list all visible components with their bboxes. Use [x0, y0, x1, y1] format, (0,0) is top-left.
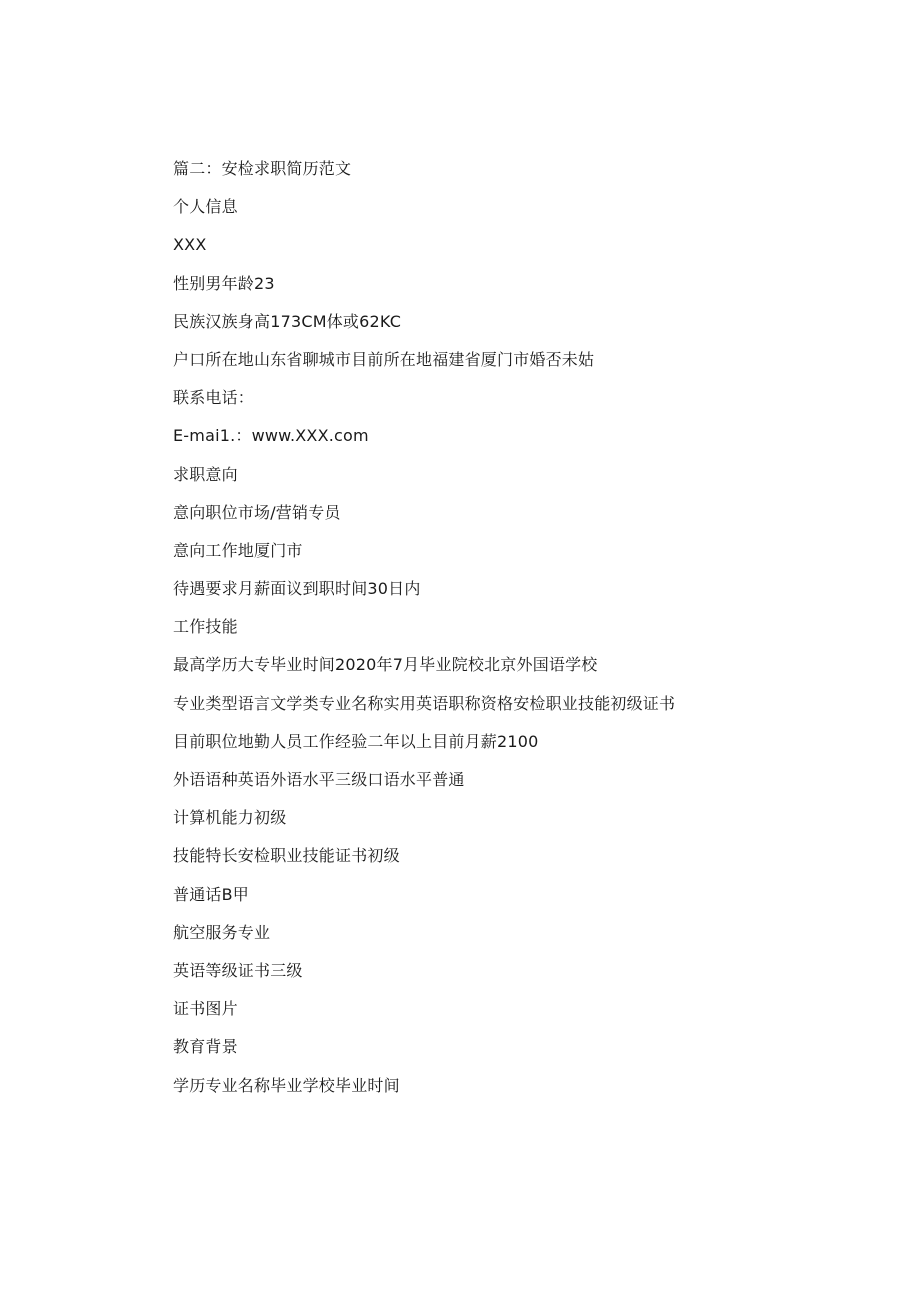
intended-position-line: 意向职位市场/营销专员 — [173, 502, 341, 522]
gender-age-line: 性别男年龄23 — [173, 273, 275, 293]
section-heading-work-skills: 工作技能 — [173, 617, 238, 637]
education-summary-line: 最高学历大专毕业时间2020年7月毕业院校北京外国语学校 — [173, 655, 598, 675]
document-title: 篇二：安检求职简历范文 — [173, 159, 352, 178]
section-heading-job-intention: 求职意向 — [173, 464, 238, 484]
residence-marital-line: 户口所在地山东省聊城市目前所在地福建省厦门市婚否未姑 — [173, 349, 595, 369]
certificate-images-line: 证书图片 — [173, 999, 238, 1019]
salary-start-time-line: 待遇要求月薪面议到职时间30日内 — [173, 579, 421, 599]
resume-content — [173, 155, 873, 1110]
intended-location-line: 意向工作地厦门市 — [173, 540, 303, 560]
phone-line: 联系电话： — [173, 388, 255, 408]
email-line: E-mai1.：www.XXX.com — [173, 426, 369, 446]
mandarin-line: 普通话B甲 — [173, 884, 249, 904]
major-certification-line: 专业类型语言文学类专业名称实用英语职称资格安检职业技能初级证书 — [173, 693, 676, 713]
english-certificate-line: 英语等级证书三级 — [173, 960, 303, 980]
applicant-name: XXX — [173, 235, 207, 255]
computer-skill-line: 计算机能力初级 — [173, 808, 287, 828]
language-line: 外语语种英语外语水平三级口语水平普通 — [173, 770, 465, 789]
education-table-header-line: 学历专业名称毕业学校毕业时间 — [173, 1075, 400, 1095]
current-position-line: 目前职位地勤人员工作经验二年以上目前月薪2100 — [173, 731, 539, 751]
section-heading-education: 教育背景 — [173, 1037, 238, 1057]
aviation-service-line: 航空服务专业 — [173, 922, 271, 942]
section-heading-personal-info: 个人信息 — [173, 197, 238, 217]
ethnicity-height-weight-line: 民族汉族身高173CM体或62KC — [173, 311, 402, 331]
specialty-line: 技能特长安检职业技能证书初级 — [173, 846, 400, 866]
